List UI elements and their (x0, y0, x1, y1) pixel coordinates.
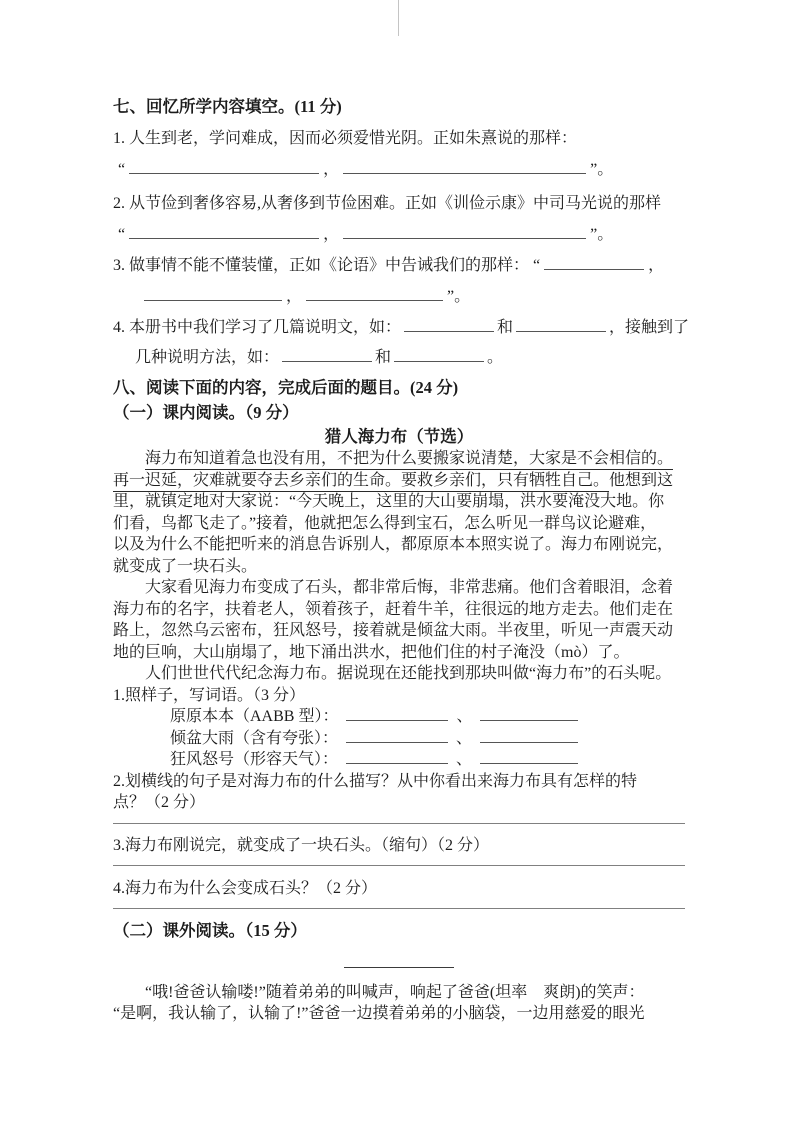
answer-blank (480, 728, 578, 743)
answer-blank (306, 286, 443, 301)
fill-item-3-text: 3. 做事情不能不懂装懂，正如《论语》中告诫我们的那样： (113, 257, 534, 274)
fill-item-3 (113, 255, 685, 277)
fill-item-4-line1 (113, 317, 690, 339)
passage-line: 路上，忽然乌云密布，狂风怒号，接着就是倾盆大雨。半夜里，听见一声震天动 (113, 622, 674, 639)
enum-comma: 、 (456, 708, 473, 725)
fill-item-2 (113, 193, 685, 215)
answer-blank (404, 317, 494, 332)
fill-item-4-tail: ，接触到了 (609, 319, 690, 336)
answer-blank (129, 224, 319, 239)
answer-blank (343, 159, 586, 174)
open-quote: “ (118, 226, 126, 243)
title-blank-rule (344, 967, 454, 968)
passage-line: 们看，鸟都飞走了。”接着，他就把怎么得到宝石，怎么听见一群鸟议论避难， (113, 514, 657, 532)
answer-blank (343, 224, 586, 239)
answer-blank (144, 286, 282, 301)
answer-rule (113, 823, 685, 824)
scan-artifact-line (398, 0, 399, 36)
passage-line: 地的巨响，大山崩塌了，地下涌出洪水，把他们住的村子淹没（mò）了。 (113, 643, 630, 661)
answer-blank (346, 706, 448, 721)
passage-title: 猎人海力布（节选） (324, 427, 474, 446)
answer-blank (480, 749, 578, 764)
word-row-3-label: 狂风怒号（形容天气）： (170, 751, 339, 768)
comma: ， (323, 161, 340, 178)
underlined-sentence: 海力布知道着急也没有用，不把为什么要搬家说清楚，大家是不会相信的。 (145, 450, 673, 470)
enum-comma: 、 (456, 751, 473, 768)
passage-line: 大家看见海力布变成了石头，都非常后悔，非常悲痛。他们含着眼泪，念着 (145, 579, 674, 596)
heading-section-8: 八、阅读下面的内容，完成后面的题目。(24 分) (113, 378, 459, 397)
fill-item-4-text: 4. 本册书中我们学习了几篇说明文，如： (113, 319, 402, 336)
answer-blank (394, 347, 484, 362)
answer-blank (346, 749, 448, 764)
heading-part-2: （二）课外阅读。（15 分） (113, 920, 307, 940)
answer-blank (282, 347, 372, 362)
word-row-3 (113, 749, 685, 771)
answer-rule (113, 865, 685, 866)
close-quote: ”。 (590, 226, 614, 243)
period: 。 (487, 349, 504, 366)
open-quote: “ (118, 161, 126, 178)
question-1-stem: 1.照样子，写词语。（3 分） (113, 686, 306, 704)
passage-line: 就变成了一块石头。 (113, 557, 258, 575)
enum-comma: 、 (456, 729, 473, 747)
ext-passage-line: “哦!爸爸认输喽!”随着弟弟的叫喊声，响起了爸爸(坦率 爽朗)的笑声： (145, 983, 645, 1001)
comma: ， (286, 288, 303, 305)
word-row-2 (113, 728, 685, 750)
paper-content (113, 96, 690, 1025)
passage-line: 人们世世代代纪念海力布。据说现在还能找到那块叫做“海力布”的石头呢。 (145, 665, 672, 682)
close-quote: ”。 (590, 161, 614, 178)
underlined-sentence: 再一迟延，灾难就要夺去乡亲们的生命。要救乡亲们，只有牺牲自己。 (113, 472, 609, 492)
answer-blank (544, 255, 644, 270)
passage-line: 以及为什么不能把听来的消息告诉别人，都原原本本照实说了。海力布刚说完， (113, 536, 674, 553)
fill-item-4-line2 (135, 347, 685, 369)
word-row-1 (113, 706, 685, 728)
question-3: 3.海力布刚说完，就变成了一块石头。（缩句）（2 分） (113, 836, 490, 854)
word-row-1-label: 原原本本（AABB 型）： (170, 708, 339, 725)
ext-passage-line: “是啊，我认输了，认输了!”爸爸一边摸着弟弟的小脑袋，一边用慈爱的眼光 (113, 1005, 645, 1022)
answer-blank (129, 159, 319, 174)
fill-item-2-answer-row (113, 223, 685, 247)
fill-item-1-text: 1. 人生到老，学问难成，因而必须爱惜光阴。正如朱熹说的那样： (113, 130, 578, 147)
fill-item-4-line2-text: 几种说明方法，如： (135, 349, 280, 366)
heading-section-7: 七、回忆所学内容填空。(11 分) (113, 97, 342, 116)
question-2-line2: 点？（2 分） (113, 794, 206, 811)
fill-item-1 (113, 128, 685, 150)
answer-blank (346, 728, 448, 743)
question-2-line1: 2.划横线的句子是对海力布的什么描写？从中你看出来海力布具有怎样的特 (113, 772, 638, 790)
answer-blank (516, 317, 606, 332)
fill-item-1-answer-row (113, 158, 685, 182)
passage-line: 里，就镇定地对大家说：“今天晚上，这里的大山要崩塌，洪水要淹没大地。你 (113, 493, 665, 510)
fill-item-2-text: 2. 从节俭到奢侈容易,从奢侈到节俭困难。正如《训俭示康》中司马光说的那样 (113, 195, 662, 212)
fill-item-3-answer-row (135, 285, 685, 309)
question-4: 4.海力布为什么会变成石头？（2 分） (113, 879, 378, 897)
passage-line: 海力布的名字，扶着老人，领着孩子，赶着牛羊，往很远的地方走去。他们走在 (113, 600, 674, 618)
answer-blank (480, 706, 578, 721)
and-word: 和 (375, 349, 392, 366)
comma: ， (323, 226, 340, 243)
heading-part-1: （一）课内阅读。（9 分） (113, 403, 299, 422)
passage-line: 再一迟延，灾难就要夺去乡亲们的生命。要救乡亲们，只有牺牲自己。他想到这 (113, 470, 685, 492)
open-quote: “ (533, 257, 541, 274)
comma: ， (648, 257, 665, 274)
word-row-2-label: 倾盆大雨（含有夸张）： (170, 729, 339, 747)
close-quote: ”。 (447, 288, 471, 305)
passage-line (113, 448, 685, 470)
answer-rule (113, 908, 685, 909)
and-word: 和 (497, 319, 514, 336)
